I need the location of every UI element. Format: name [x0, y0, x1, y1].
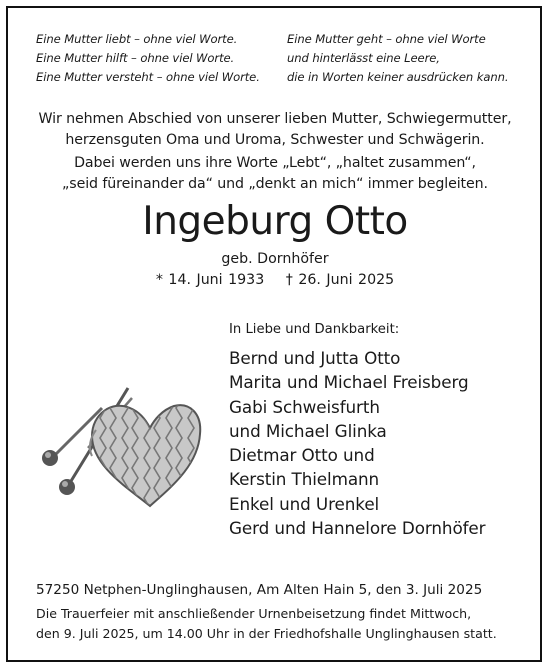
farewell-text: [0, 109, 550, 151]
life-dates: [0, 272, 550, 288]
service-line: den 9. Juli 2025, um 14.00 Uhr in der Friedhofshalle Unglinghausen statt.: [36, 625, 497, 641]
quote-line: „seid füreinander da“ und „denkt an mich“ immer begleiten.: [62, 176, 488, 192]
death-date: † 26. Juni 2025: [285, 272, 395, 288]
farewell-line: herzensguten Oma und Uroma, Schwester und Schwägerin.: [65, 132, 485, 148]
mourner-line: Bernd und Jutta Otto: [229, 348, 401, 368]
poem-line: und hinterlässt eine Leere,: [287, 51, 440, 65]
quote-line: Dabei werden uns ihre Worte „Lebt“, „haltet zusammen“,: [74, 155, 476, 171]
service-line: Die Trauerfeier mit anschließender Urnenbeisetzung findet Mittwoch,: [36, 606, 472, 621]
poem-line: die in Worten keiner ausdrücken kann.: [287, 70, 509, 84]
birth-date: * 14. Juni 1933: [155, 272, 265, 288]
mourners-list: [229, 346, 485, 540]
poem-line: Eine Mutter geht – ohne viel Worte: [287, 32, 486, 46]
poem-left: [36, 30, 260, 87]
knitted-heart-icon: [30, 378, 210, 510]
mourners-intro: In Liebe und Dankbarkeit:: [229, 322, 400, 337]
mourner-line: Kerstin Thielmann: [229, 469, 380, 490]
poem-right: [287, 30, 508, 87]
service-info: [36, 604, 516, 643]
quote-text: [0, 153, 550, 195]
deceased-name: Ingeburg Otto: [142, 199, 408, 244]
maiden-name: geb. Dornhöfer: [221, 251, 329, 267]
mourner-line: Gerd und Hannelore Dornhöfer: [229, 518, 486, 539]
poem-line: Eine Mutter liebt – ohne viel Worte.: [36, 32, 238, 46]
mourner-line: Marita und Michael Freisberg: [229, 372, 469, 393]
mourner-line: und Michael Glinka: [229, 420, 387, 441]
farewell-line: Wir nehmen Abschied von unserer lieben Mutter, Schwiegermutter,: [38, 111, 512, 127]
poem-line: Eine Mutter hilft – ohne viel Worte.: [36, 51, 235, 65]
mourner-line: Gabi Schweisfurth: [229, 396, 380, 417]
mourner-line: Enkel und Urenkel: [229, 493, 380, 514]
mourner-line: Dietmar Otto und: [229, 445, 375, 466]
poem-line: Eine Mutter versteht – ohne viel Worte.: [36, 70, 260, 84]
address-line: 57250 Netphen-Unglinghausen, Am Alten Hain 5, den 3. Juli 2025: [36, 582, 483, 598]
